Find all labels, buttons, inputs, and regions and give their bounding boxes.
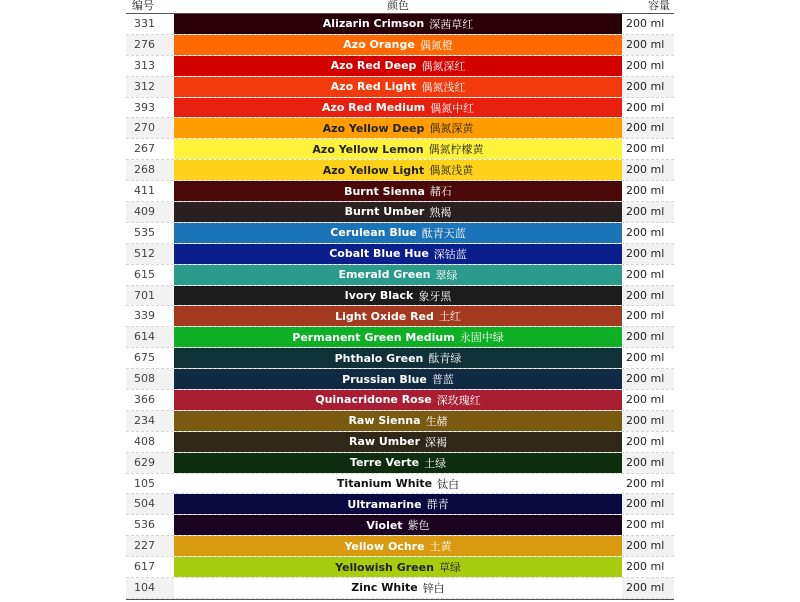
color-number: 276: [126, 35, 174, 55]
color-number: 227: [126, 536, 174, 556]
color-swatch: [174, 306, 622, 326]
color-name-english: Azo Orange: [343, 38, 415, 52]
color-name-chinese: 深钴蓝: [433, 247, 467, 261]
color-swatch: [174, 139, 622, 159]
color-name-english: Azo Red Deep: [330, 59, 417, 73]
color-swatch: [174, 77, 622, 97]
header-color: 颜色: [387, 0, 409, 12]
capacity-value: 200 ml: [622, 557, 674, 577]
table-row: [126, 202, 674, 223]
color-name-chinese: 酞青天蓝: [421, 226, 466, 240]
color-number: 629: [126, 453, 174, 473]
color-swatch: [174, 474, 622, 494]
color-swatch: [174, 14, 622, 34]
color-swatch: [174, 369, 622, 389]
color-swatch: [174, 557, 622, 577]
table-row: [126, 348, 674, 369]
table-row: [126, 118, 674, 139]
capacity-value: 200 ml: [622, 35, 674, 55]
color-name-chinese: 生赭: [425, 414, 448, 428]
color-name-chinese: 钛白: [437, 477, 460, 491]
color-swatch: [174, 453, 622, 473]
color-name-english: Azo Yellow Deep: [322, 121, 425, 135]
color-name-english: Azo Yellow Lemon: [312, 142, 424, 156]
table-row: [126, 35, 674, 56]
color-name-chinese: 偶氮深黄: [429, 122, 474, 136]
color-name-chinese: 翠绿: [435, 268, 458, 282]
capacity-value: 200 ml: [622, 515, 674, 535]
color-name-english: Violet: [366, 518, 403, 532]
table-row: [126, 390, 674, 411]
capacity-value: 200 ml: [622, 56, 674, 76]
color-name-chinese: 酞青绿: [428, 352, 462, 366]
table-row: [126, 181, 674, 202]
color-name-chinese: 熟褐: [429, 205, 452, 219]
color-swatch: [174, 118, 622, 138]
color-name-chinese: 深褐: [425, 435, 448, 449]
color-swatch: [174, 578, 622, 598]
color-name-english: Burnt Umber: [344, 205, 425, 219]
color-number: 270: [126, 118, 174, 138]
color-name-english: Azo Yellow Light: [322, 163, 425, 177]
color-number: 366: [126, 390, 174, 410]
color-number: 393: [126, 98, 174, 118]
color-swatch: [174, 515, 622, 535]
color-name-chinese: 土红: [438, 310, 461, 324]
color-name-chinese: 象牙黑: [418, 289, 452, 303]
color-number: 339: [126, 306, 174, 326]
color-number: 614: [126, 327, 174, 347]
color-swatch: [174, 265, 622, 285]
color-name-chinese: 深玫瑰红: [436, 393, 481, 407]
color-swatch: [174, 390, 622, 410]
table-header: [126, 0, 674, 14]
color-swatch: [174, 202, 622, 222]
color-name-english: Prussian Blue: [342, 372, 427, 386]
table-row: [126, 98, 674, 119]
capacity-value: 200 ml: [622, 202, 674, 222]
color-chart-table: [126, 0, 674, 602]
color-number: 675: [126, 348, 174, 368]
capacity-value: 200 ml: [622, 369, 674, 389]
color-name-english: Yellowish Green: [335, 560, 434, 574]
table-row: [126, 139, 674, 160]
color-number: 411: [126, 181, 174, 201]
color-name-english: Titanium White: [336, 477, 433, 491]
color-swatch: [174, 432, 622, 452]
color-name-english: Emerald Green: [338, 268, 431, 282]
table-row: [126, 474, 674, 495]
table-bottom-rule: [126, 599, 674, 602]
capacity-value: 200 ml: [622, 160, 674, 180]
capacity-value: 200 ml: [622, 494, 674, 514]
color-name-english: Zinc White: [351, 581, 418, 595]
color-name-english: Burnt Sienna: [344, 184, 425, 198]
color-name-english: Terre Verte: [349, 456, 420, 470]
capacity-value: 200 ml: [622, 118, 674, 138]
color-name-chinese: 偶氮浅红: [421, 80, 466, 94]
color-name-english: Phthalo Green: [334, 351, 424, 365]
header-capacity: 容量: [648, 0, 670, 12]
color-name-english: Permanent Green Medium: [292, 330, 455, 344]
capacity-value: 200 ml: [622, 181, 674, 201]
color-swatch: [174, 35, 622, 55]
color-name-english: Quinacridone Rose: [315, 393, 432, 407]
header-number: 编号: [132, 0, 154, 12]
capacity-value: 200 ml: [622, 348, 674, 368]
color-swatch: [174, 98, 622, 118]
color-number: 508: [126, 369, 174, 389]
color-name-chinese: 偶氮中红: [430, 101, 475, 115]
color-swatch: [174, 181, 622, 201]
color-name-chinese: 土绿: [424, 456, 447, 470]
table-body: [126, 14, 674, 599]
color-name-chinese: 偶氮浅黄: [429, 164, 474, 178]
color-name-chinese: 永固中绿: [459, 331, 504, 345]
table-row: [126, 306, 674, 327]
color-name-english: Cobalt Blue Hue: [329, 247, 429, 261]
capacity-value: 200 ml: [622, 411, 674, 431]
capacity-value: 200 ml: [622, 98, 674, 118]
color-name-chinese: 偶氮橙: [419, 38, 453, 52]
color-name-chinese: 紫色: [407, 519, 430, 533]
color-name-english: Yellow Ochre: [344, 539, 425, 553]
color-name-english: Ivory Black: [344, 289, 414, 303]
color-swatch: [174, 348, 622, 368]
table-row: [126, 557, 674, 578]
capacity-value: 200 ml: [622, 139, 674, 159]
color-name-chinese: 土黄: [429, 540, 452, 554]
table-row: [126, 453, 674, 474]
table-row: [126, 327, 674, 348]
color-number: 512: [126, 244, 174, 264]
capacity-value: 200 ml: [622, 244, 674, 264]
color-name-chinese: 偶氮柠檬黄: [428, 143, 484, 157]
table-row: [126, 369, 674, 390]
color-number: 105: [126, 474, 174, 494]
color-name-chinese: 草绿: [438, 561, 461, 575]
color-swatch: [174, 160, 622, 180]
color-name-chinese: 普蓝: [431, 373, 454, 387]
color-name-chinese: 偶氮深红: [421, 59, 466, 73]
color-name-english: Azo Red Medium: [321, 101, 426, 114]
capacity-value: 200 ml: [622, 306, 674, 326]
color-swatch: [174, 244, 622, 264]
color-name-english: Raw Sienna: [348, 414, 421, 428]
color-number: 615: [126, 265, 174, 285]
color-number: 504: [126, 494, 174, 514]
table-row: [126, 223, 674, 244]
table-row: [126, 286, 674, 307]
color-name-english: Cerulean Blue: [330, 226, 417, 240]
color-number: 701: [126, 286, 174, 306]
color-number: 234: [126, 411, 174, 431]
capacity-value: 200 ml: [622, 578, 674, 598]
color-name-chinese: 深茜草红: [429, 17, 474, 31]
capacity-value: 200 ml: [622, 453, 674, 473]
color-number: 536: [126, 515, 174, 535]
capacity-value: 200 ml: [622, 223, 674, 243]
color-name-chinese: 锌白: [422, 581, 445, 595]
color-name-english: Ultramarine: [347, 497, 422, 511]
table-row: [126, 77, 674, 98]
color-swatch: [174, 223, 622, 243]
color-name-english: Raw Umber: [348, 435, 421, 449]
color-name-chinese: 赭石: [429, 185, 452, 199]
capacity-value: 200 ml: [622, 432, 674, 452]
table-row: [126, 494, 674, 515]
capacity-value: 200 ml: [622, 77, 674, 97]
color-swatch: [174, 494, 622, 514]
table-row: [126, 411, 674, 432]
capacity-value: 200 ml: [622, 390, 674, 410]
table-row: [126, 265, 674, 286]
color-swatch: [174, 56, 622, 76]
capacity-value: 200 ml: [622, 286, 674, 306]
color-swatch: [174, 536, 622, 556]
color-name-english: Alizarin Crimson: [322, 17, 425, 31]
capacity-value: 200 ml: [622, 14, 674, 34]
capacity-value: 200 ml: [622, 327, 674, 347]
color-swatch: [174, 286, 622, 306]
color-number: 313: [126, 56, 174, 76]
table-row: [126, 244, 674, 265]
color-name-chinese: 群青: [426, 498, 449, 512]
color-number: 312: [126, 77, 174, 97]
color-number: 104: [126, 578, 174, 598]
color-number: 617: [126, 557, 174, 577]
table-row: [126, 56, 674, 77]
table-row: [126, 14, 674, 35]
table-row: [126, 160, 674, 181]
color-number: 408: [126, 432, 174, 452]
color-number: 331: [126, 14, 174, 34]
color-number: 409: [126, 202, 174, 222]
color-name-english: Light Oxide Red: [335, 309, 434, 323]
color-swatch: [174, 327, 622, 347]
color-number: 268: [126, 160, 174, 180]
color-name-english: Azo Red Light: [330, 80, 417, 94]
table-row: [126, 536, 674, 557]
capacity-value: 200 ml: [622, 474, 674, 494]
color-number: 535: [126, 223, 174, 243]
color-number: 267: [126, 139, 174, 159]
capacity-value: 200 ml: [622, 265, 674, 285]
table-row: [126, 432, 674, 453]
color-swatch: [174, 411, 622, 431]
table-row: [126, 578, 674, 599]
table-row: [126, 515, 674, 536]
capacity-value: 200 ml: [622, 536, 674, 556]
